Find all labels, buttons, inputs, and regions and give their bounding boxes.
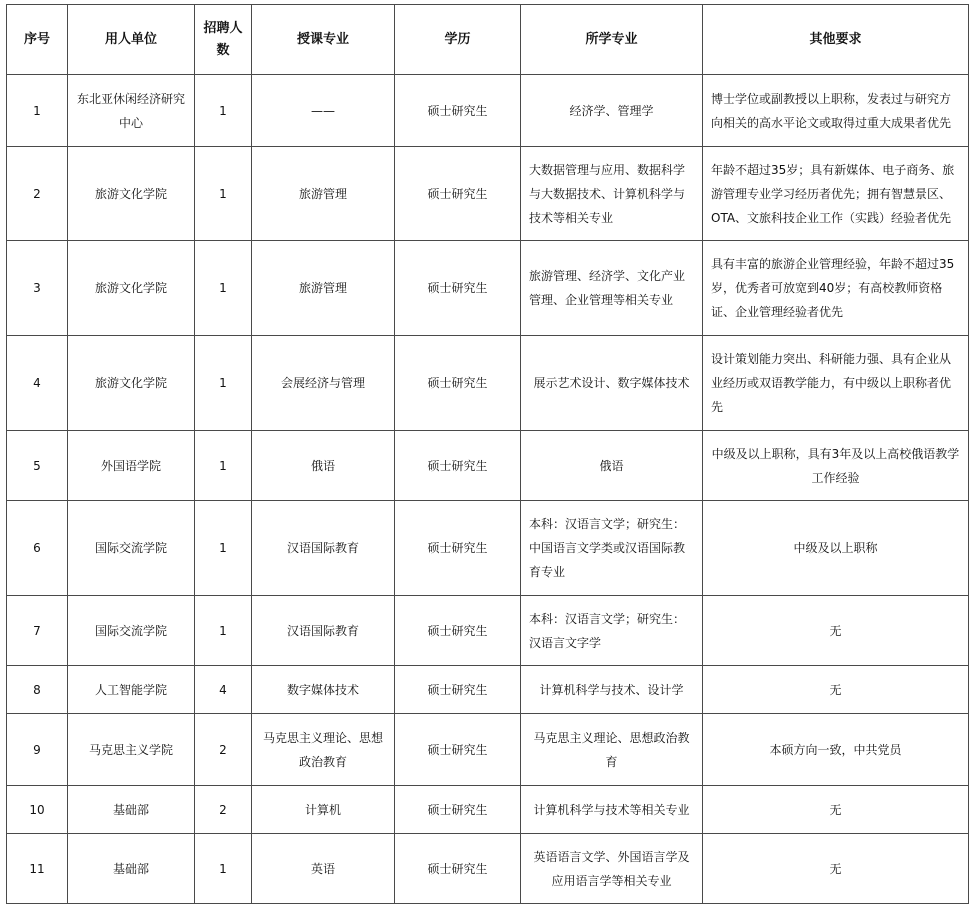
cell-other: 具有丰富的旅游企业管理经验，年龄不超过35岁，优秀者可放宽到40岁；有高校教师资格证、企业管理经验者优先 <box>703 241 969 336</box>
cell-count: 1 <box>195 501 252 596</box>
cell-major: 马克思主义理论、思想政治教育 <box>521 714 703 786</box>
cell-index: 7 <box>7 596 68 666</box>
cell-index: 5 <box>7 431 68 501</box>
cell-degree: 硕士研究生 <box>395 596 521 666</box>
cell-other: 无 <box>703 786 969 834</box>
cell-count: 1 <box>195 596 252 666</box>
cell-degree: 硕士研究生 <box>395 147 521 241</box>
cell-subject: 英语 <box>252 834 395 904</box>
cell-subject: 旅游管理 <box>252 241 395 336</box>
cell-degree: 硕士研究生 <box>395 834 521 904</box>
cell-other: 设计策划能力突出、科研能力强、具有企业从业经历或双语教学能力，有中级以上职称者优先 <box>703 336 969 431</box>
cell-degree: 硕士研究生 <box>395 714 521 786</box>
header-unit: 用人单位 <box>68 5 195 75</box>
cell-unit: 基础部 <box>68 786 195 834</box>
cell-subject: 汉语国际教育 <box>252 501 395 596</box>
cell-index: 9 <box>7 714 68 786</box>
cell-other: 无 <box>703 666 969 714</box>
cell-count: 4 <box>195 666 252 714</box>
cell-unit: 旅游文化学院 <box>68 336 195 431</box>
table-row <box>7 431 969 501</box>
table-row <box>7 596 969 666</box>
cell-unit: 国际交流学院 <box>68 501 195 596</box>
table-row <box>7 336 969 431</box>
cell-degree: 硕士研究生 <box>395 501 521 596</box>
cell-count: 1 <box>195 431 252 501</box>
cell-other: 本硕方向一致，中共党员 <box>703 714 969 786</box>
cell-major: 大数据管理与应用、数据科学与大数据技术、计算机科学与技术等相关专业 <box>521 147 703 241</box>
cell-unit: 外国语学院 <box>68 431 195 501</box>
header-count: 招聘人数 <box>195 5 252 75</box>
cell-unit: 东北亚休闲经济研究中心 <box>68 75 195 147</box>
cell-degree: 硕士研究生 <box>395 431 521 501</box>
cell-index: 10 <box>7 786 68 834</box>
cell-major: 本科：汉语言文学；研究生：汉语言文字学 <box>521 596 703 666</box>
table-row <box>7 241 969 336</box>
header-major: 所学专业 <box>521 5 703 75</box>
table-row <box>7 786 969 834</box>
table-row <box>7 75 969 147</box>
cell-unit: 国际交流学院 <box>68 596 195 666</box>
cell-major: 本科：汉语言文学；研究生：中国语言文学类或汉语国际教育专业 <box>521 501 703 596</box>
header-other: 其他要求 <box>703 5 969 75</box>
cell-subject: 数字媒体技术 <box>252 666 395 714</box>
cell-degree: 硕士研究生 <box>395 786 521 834</box>
header-degree: 学历 <box>395 5 521 75</box>
cell-subject: 会展经济与管理 <box>252 336 395 431</box>
cell-other: 博士学位或副教授以上职称，发表过与研究方向相关的高水平论文或取得过重大成果者优先 <box>703 75 969 147</box>
cell-other: 年龄不超过35岁；具有新媒体、电子商务、旅游管理专业学习经历者优先；拥有智慧景区、OTA、文旅科技企业工作（实践）经验者优先 <box>703 147 969 241</box>
cell-other: 中级及以上职称，具有3年及以上高校俄语教学工作经验 <box>703 431 969 501</box>
cell-major: 经济学、管理学 <box>521 75 703 147</box>
cell-unit: 旅游文化学院 <box>68 147 195 241</box>
header-subject: 授课专业 <box>252 5 395 75</box>
table-row <box>7 666 969 714</box>
cell-degree: 硕士研究生 <box>395 75 521 147</box>
cell-count: 2 <box>195 714 252 786</box>
cell-count: 1 <box>195 147 252 241</box>
cell-subject: 马克思主义理论、思想政治教育 <box>252 714 395 786</box>
cell-major: 计算机科学与技术、设计学 <box>521 666 703 714</box>
table-row <box>7 501 969 596</box>
table-row <box>7 147 969 241</box>
cell-unit: 人工智能学院 <box>68 666 195 714</box>
cell-unit: 基础部 <box>68 834 195 904</box>
cell-subject: —— <box>252 75 395 147</box>
cell-index: 4 <box>7 336 68 431</box>
cell-major: 展示艺术设计、数字媒体技术 <box>521 336 703 431</box>
cell-other: 中级及以上职称 <box>703 501 969 596</box>
cell-index: 6 <box>7 501 68 596</box>
table-row <box>7 714 969 786</box>
cell-major: 俄语 <box>521 431 703 501</box>
cell-other: 无 <box>703 834 969 904</box>
cell-degree: 硕士研究生 <box>395 241 521 336</box>
cell-major: 计算机科学与技术等相关专业 <box>521 786 703 834</box>
table-row <box>7 834 969 904</box>
cell-index: 3 <box>7 241 68 336</box>
cell-count: 1 <box>195 834 252 904</box>
cell-index: 11 <box>7 834 68 904</box>
table-header-row <box>7 5 969 75</box>
cell-degree: 硕士研究生 <box>395 666 521 714</box>
cell-unit: 旅游文化学院 <box>68 241 195 336</box>
cell-other: 无 <box>703 596 969 666</box>
cell-major: 英语语言文学、外国语言学及应用语言学等相关专业 <box>521 834 703 904</box>
recruitment-table <box>6 4 969 904</box>
cell-index: 8 <box>7 666 68 714</box>
cell-count: 1 <box>195 336 252 431</box>
cell-count: 1 <box>195 75 252 147</box>
cell-subject: 旅游管理 <box>252 147 395 241</box>
cell-subject: 汉语国际教育 <box>252 596 395 666</box>
cell-subject: 计算机 <box>252 786 395 834</box>
cell-subject: 俄语 <box>252 431 395 501</box>
header-index: 序号 <box>7 5 68 75</box>
cell-unit: 马克思主义学院 <box>68 714 195 786</box>
cell-major: 旅游管理、经济学、文化产业管理、企业管理等相关专业 <box>521 241 703 336</box>
cell-count: 2 <box>195 786 252 834</box>
cell-index: 1 <box>7 75 68 147</box>
cell-degree: 硕士研究生 <box>395 336 521 431</box>
cell-count: 1 <box>195 241 252 336</box>
cell-index: 2 <box>7 147 68 241</box>
